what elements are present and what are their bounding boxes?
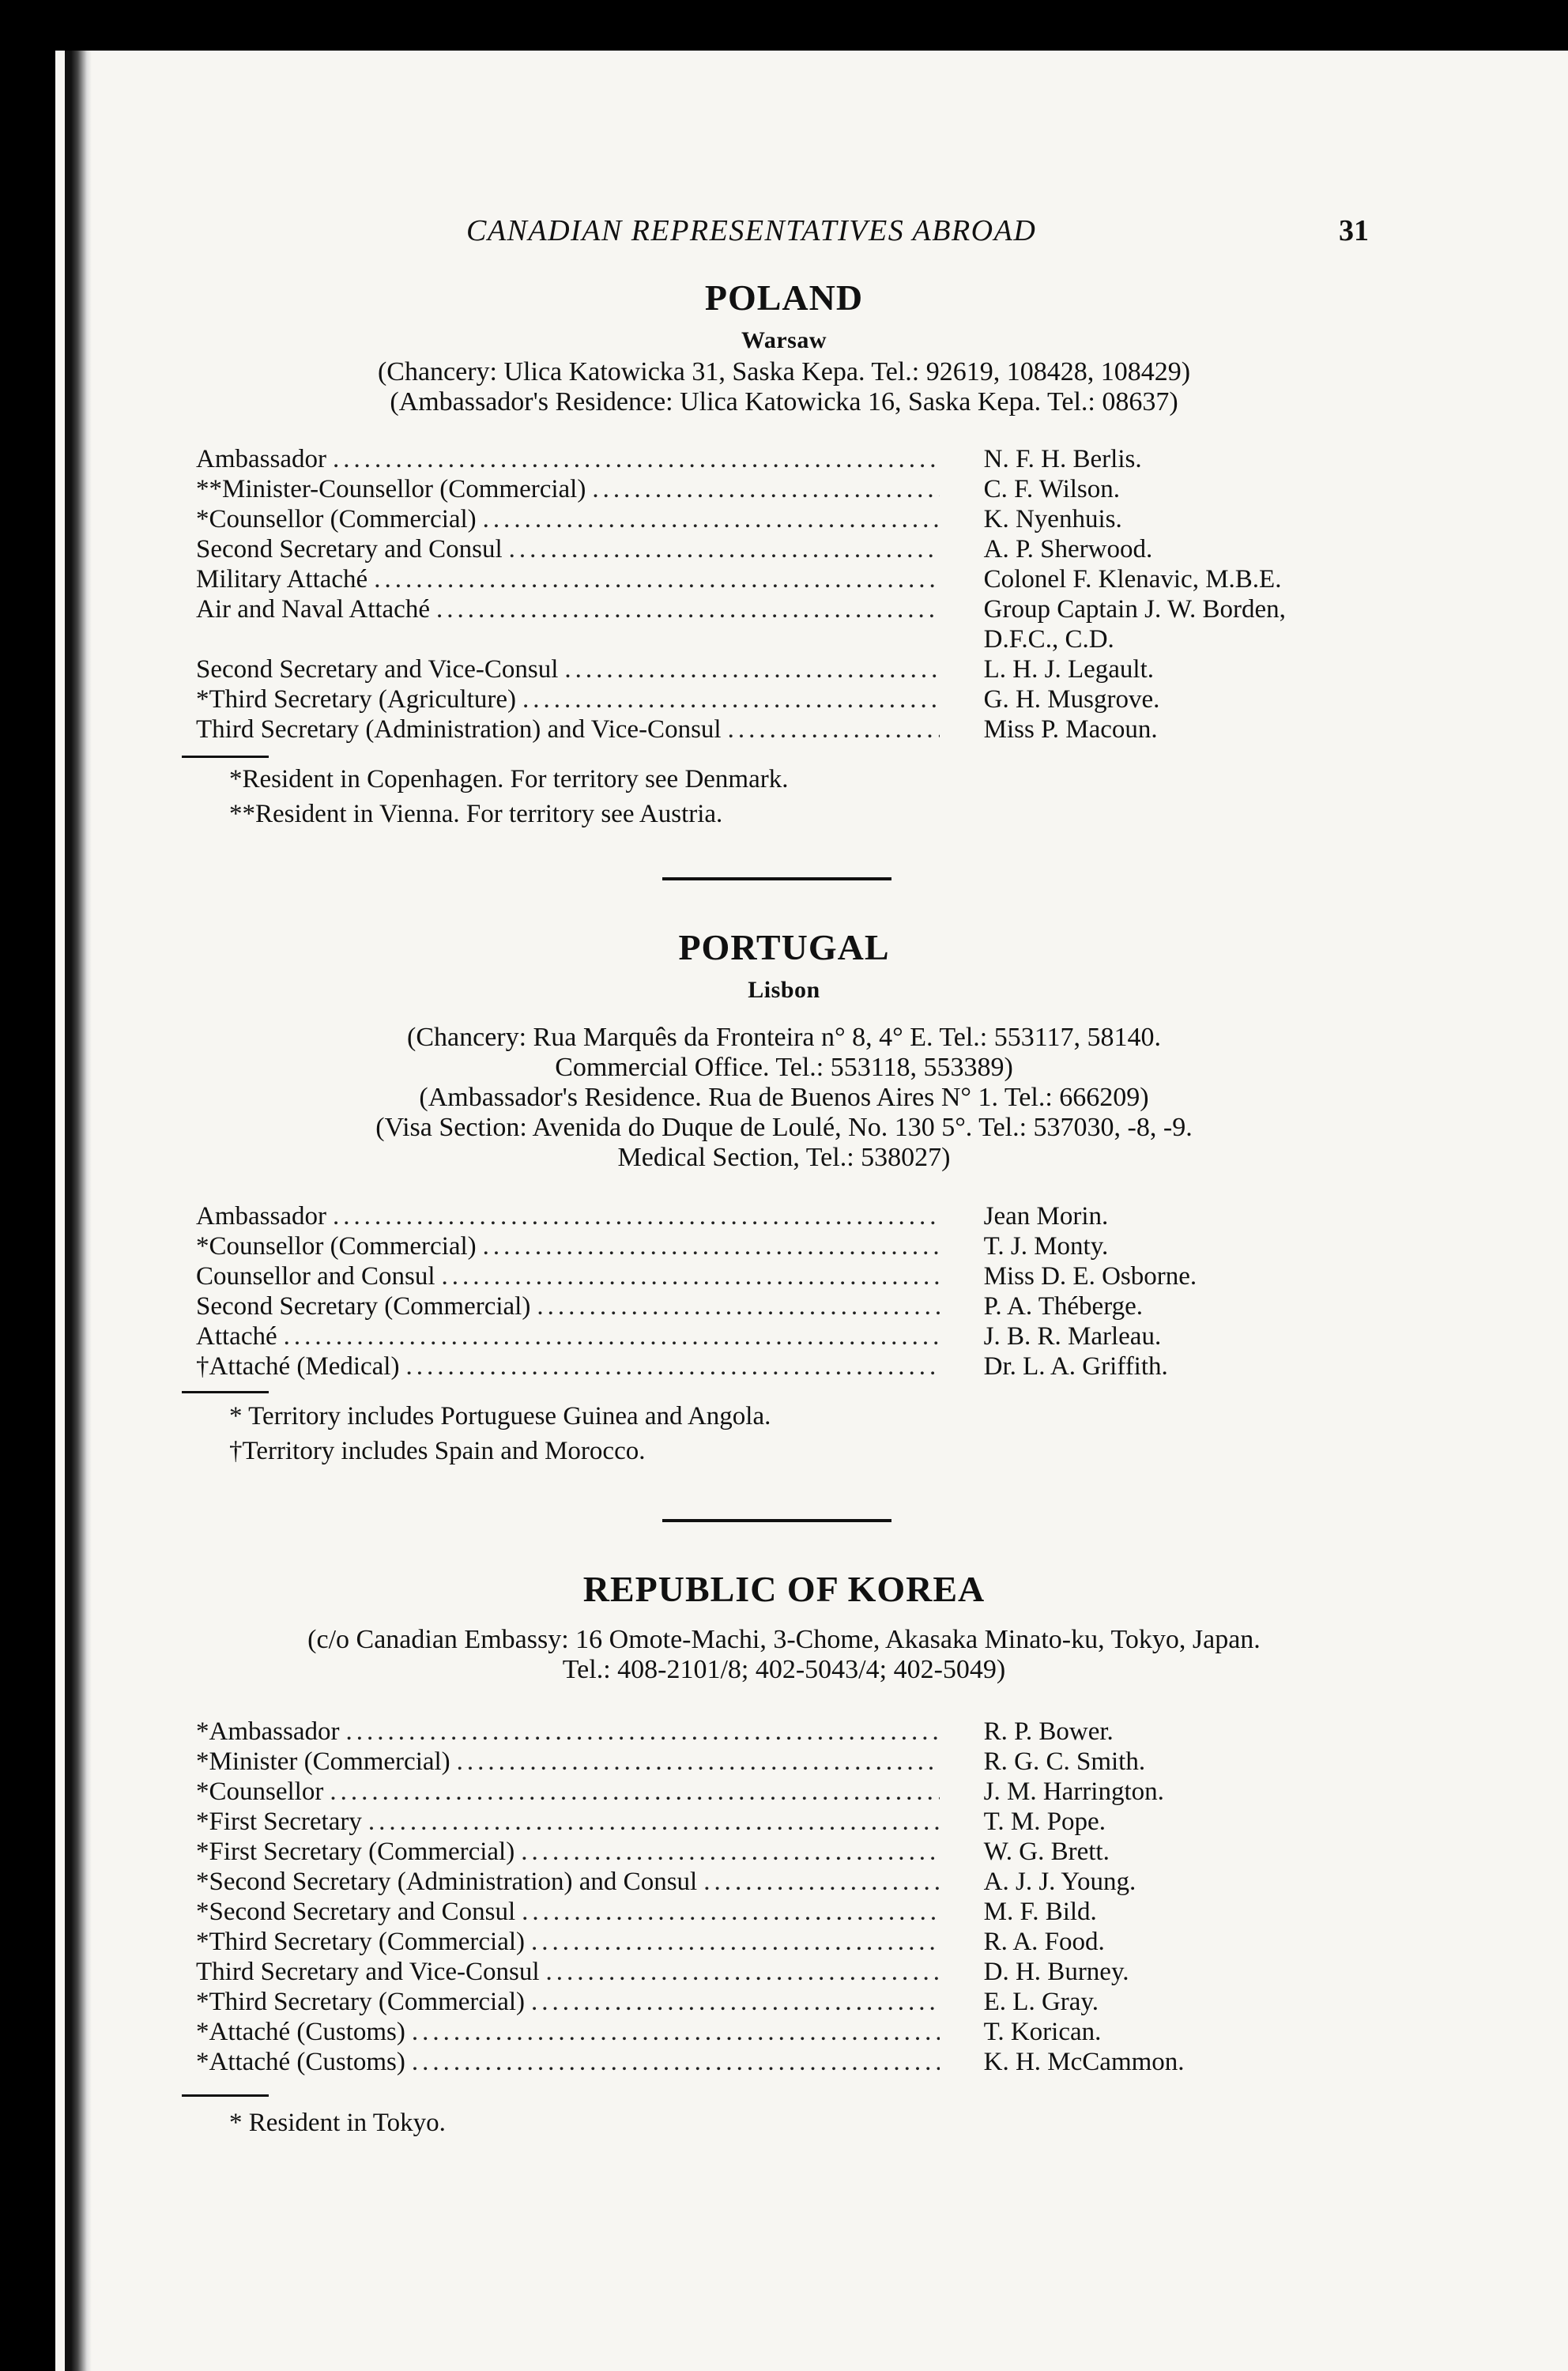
dot-leader — [522, 684, 940, 714]
staff-name: R. P. Bower. — [983, 1717, 1114, 1746]
staff-name-line: D.F.C., C.D. — [983, 625, 1114, 654]
address-line: (Chancery: Rua Marquês da Fronteira n° 8, 4° E. Tel.: 553117, 58140. — [407, 1023, 1161, 1052]
dot-leader — [537, 1291, 939, 1321]
staff-row — [196, 1957, 1381, 1987]
staff-name: Colonel F. Klenavic, M.B.E. — [983, 565, 1282, 594]
staff-row — [196, 2017, 1381, 2047]
staff-name: R. A. Food. — [983, 1928, 1105, 1956]
dot-leader — [728, 714, 940, 744]
dot-leader — [330, 1777, 939, 1807]
staff-title: *Second Secretary (Administration) and Consul — [196, 1868, 698, 1896]
staff-name: Jean Morin. — [983, 1202, 1109, 1231]
staff-row — [196, 1261, 1381, 1291]
footnote: *Resident in Copenhagen. For territory see Denmark. — [229, 765, 789, 793]
staff-name: Miss P. Macoun. — [983, 715, 1158, 744]
staff-title: *Third Secretary (Commercial) — [196, 1928, 525, 1956]
staff-row — [196, 1897, 1381, 1927]
footnotes-korea — [229, 2105, 1336, 2140]
dot-leader — [564, 654, 939, 684]
staff-name: T. M. Pope. — [983, 1807, 1106, 1836]
staff-row — [196, 1201, 1381, 1231]
staff-name: J. B. R. Marleau. — [983, 1322, 1162, 1351]
staff-name: T. Korican. — [983, 2018, 1102, 2046]
staff-row — [196, 444, 1381, 474]
city-heading-lisbon: Lisbon — [748, 977, 820, 1003]
address-line: Commercial Office. Tel.: 553118, 553389) — [555, 1053, 1013, 1082]
staff-name: J. M. Harrington. — [983, 1777, 1164, 1806]
staff-title: Second Secretary and Vice-Consul — [196, 655, 559, 684]
footnote-rule — [182, 756, 269, 758]
city-heading-warsaw: Warsaw — [741, 327, 827, 353]
staff-row — [196, 474, 1381, 504]
staff-list-poland — [196, 444, 1381, 744]
dot-leader — [531, 1927, 940, 1957]
dot-leader — [436, 594, 940, 624]
dot-leader — [457, 1747, 940, 1777]
staff-name: K. Nyenhuis. — [983, 505, 1122, 533]
staff-title: Third Secretary (Administration) and Vice-Consul — [196, 715, 722, 744]
country-heading-korea: REPUBLIC OF KOREA — [582, 1569, 986, 1609]
staff-row — [196, 1777, 1381, 1807]
footnote: * Resident in Tokyo. — [229, 2109, 446, 2137]
staff-title: *First Secretary — [196, 1807, 362, 1836]
staff-name: E. L. Gray. — [983, 1988, 1099, 2016]
staff-name: W. G. Brett. — [983, 1838, 1110, 1866]
staff-name: C. F. Wilson. — [983, 475, 1121, 503]
dot-leader — [374, 564, 939, 594]
staff-title: *Counsellor (Commercial) — [196, 1232, 477, 1261]
staff-title: Attaché — [196, 1322, 277, 1351]
footnote-rule — [182, 2094, 269, 2097]
dot-leader — [509, 534, 940, 564]
dot-leader — [592, 474, 939, 504]
staff-name: K. H. McCammon. — [983, 2048, 1185, 2076]
dot-leader — [368, 1807, 940, 1837]
staff-title: Air and Naval Attaché — [196, 595, 430, 624]
staff-name: R. G. C. Smith. — [983, 1747, 1146, 1776]
staff-title: **Minister-Counsellor (Commercial) — [196, 475, 586, 503]
staff-row — [196, 1807, 1381, 1837]
staff-list-portugal — [196, 1201, 1381, 1382]
address-line: (Ambassador's Residence: Ulica Katowicka 16, Saska Kepa. Tel.: 08637) — [390, 387, 1178, 417]
staff-title: Second Secretary (Commercial) — [196, 1292, 531, 1321]
staff-name: Dr. L. A. Griffith. — [983, 1352, 1168, 1381]
footnotes-poland — [229, 762, 1336, 831]
staff-title: *Attaché (Customs) — [196, 2048, 405, 2076]
address-line: (Chancery: Ulica Katowicka 31, Saska Kepa. Tel.: 92619, 108428, 108429) — [377, 357, 1191, 386]
staff-title: Ambassador — [196, 445, 326, 473]
staff-name: A. P. Sherwood. — [983, 535, 1153, 564]
section-separator — [662, 1519, 891, 1522]
staff-title: *Third Secretary (Agriculture) — [196, 685, 516, 714]
staff-title: *Minister (Commercial) — [196, 1747, 450, 1776]
address-block-poland — [0, 357, 1568, 417]
staff-row — [196, 1837, 1381, 1867]
dot-leader — [412, 2017, 940, 2047]
section-separator — [662, 877, 891, 880]
address-line: Tel.: 408-2101/8; 402-5043/4; 402-5049) — [562, 1655, 1006, 1684]
dot-leader — [345, 1717, 939, 1747]
staff-row — [196, 1291, 1381, 1321]
staff-row — [196, 1351, 1381, 1382]
dot-leader — [333, 1201, 940, 1231]
staff-name: M. F. Bild. — [983, 1898, 1097, 1926]
address-line: (Visa Section: Avenida do Duque de Loulé, No. 130 5°. Tel.: 537030, -8, -9. — [375, 1113, 1193, 1142]
staff-name: Miss D. E. Osborne. — [983, 1262, 1197, 1291]
staff-title: *Counsellor — [196, 1777, 324, 1806]
staff-title: *First Secretary (Commercial) — [196, 1838, 515, 1866]
staff-title: Counsellor and Consul — [196, 1262, 435, 1291]
footnote: †Territory includes Spain and Morocco. — [229, 1437, 646, 1465]
staff-title: *Ambassador — [196, 1717, 340, 1746]
running-title: CANADIAN REPRESENTATIVES ABROAD — [466, 214, 1037, 247]
address-line: Medical Section, Tel.: 538027) — [617, 1143, 951, 1172]
staff-name: L. H. J. Legault. — [983, 655, 1155, 684]
dot-leader — [522, 1897, 939, 1927]
staff-row — [196, 1747, 1381, 1777]
address-block-portugal — [0, 1023, 1568, 1173]
staff-row — [196, 1231, 1381, 1261]
dot-leader — [412, 2047, 940, 2077]
country-heading-poland: POLAND — [704, 277, 864, 318]
staff-name-line: Group Captain J. W. Borden, — [983, 595, 1286, 624]
dot-leader — [483, 504, 940, 534]
footnote-rule — [182, 1391, 269, 1393]
staff-row — [196, 1987, 1381, 2017]
staff-name: N. F. H. Berlis. — [983, 445, 1142, 473]
dot-leader — [521, 1837, 939, 1867]
dot-leader — [333, 444, 940, 474]
staff-row — [196, 534, 1381, 564]
staff-title: *Second Secretary and Consul — [196, 1898, 516, 1926]
staff-name: P. A. Théberge. — [983, 1292, 1143, 1321]
footnote: **Resident in Vienna. For territory see Austria. — [229, 800, 723, 828]
running-header — [0, 213, 1568, 253]
staff-title: *Attaché (Customs) — [196, 2018, 405, 2046]
dot-leader — [546, 1957, 940, 1987]
dot-leader — [442, 1261, 940, 1291]
staff-row — [196, 594, 1381, 654]
country-heading-portugal: PORTUGAL — [678, 927, 890, 967]
dot-leader — [284, 1321, 940, 1351]
staff-name: G. H. Musgrove. — [983, 685, 1160, 714]
staff-list-korea — [196, 1717, 1381, 2077]
staff-title: Ambassador — [196, 1202, 326, 1231]
page-number: 31 — [1339, 214, 1369, 247]
staff-row — [196, 504, 1381, 534]
address-block-korea — [0, 1625, 1568, 1685]
staff-name — [946, 594, 1381, 654]
dot-leader — [703, 1867, 939, 1897]
staff-title: Military Attaché — [196, 565, 368, 594]
staff-row — [196, 1867, 1381, 1897]
dot-leader — [531, 1987, 940, 2017]
staff-row — [196, 564, 1381, 594]
staff-row — [196, 1717, 1381, 1747]
footnotes-portugal — [229, 1399, 1336, 1468]
staff-row — [196, 714, 1381, 744]
staff-name: T. J. Monty. — [983, 1232, 1109, 1261]
dot-leader — [483, 1231, 940, 1261]
staff-row — [196, 654, 1381, 684]
staff-name: D. H. Burney. — [983, 1958, 1129, 1986]
address-line: (Ambassador's Residence. Rua de Buenos Aires N° 1. Tel.: 666209) — [419, 1083, 1149, 1112]
staff-name: A. J. J. Young. — [983, 1868, 1136, 1896]
staff-title: †Attaché (Medical) — [196, 1352, 400, 1381]
staff-title: *Counsellor (Commercial) — [196, 505, 477, 533]
staff-row — [196, 1927, 1381, 1957]
staff-title: Third Secretary and Vice-Consul — [196, 1958, 540, 1986]
address-line: (c/o Canadian Embassy: 16 Omote-Machi, 3-Chome, Akasaka Minato-ku, Tokyo, Japan. — [307, 1625, 1261, 1654]
dot-leader — [405, 1351, 939, 1382]
staff-title: *Third Secretary (Commercial) — [196, 1988, 525, 2016]
staff-row — [196, 684, 1381, 714]
staff-row — [196, 1321, 1381, 1351]
staff-row — [196, 2047, 1381, 2077]
footnote: * Territory includes Portuguese Guinea and Angola. — [229, 1402, 771, 1431]
staff-title: Second Secretary and Consul — [196, 535, 503, 564]
